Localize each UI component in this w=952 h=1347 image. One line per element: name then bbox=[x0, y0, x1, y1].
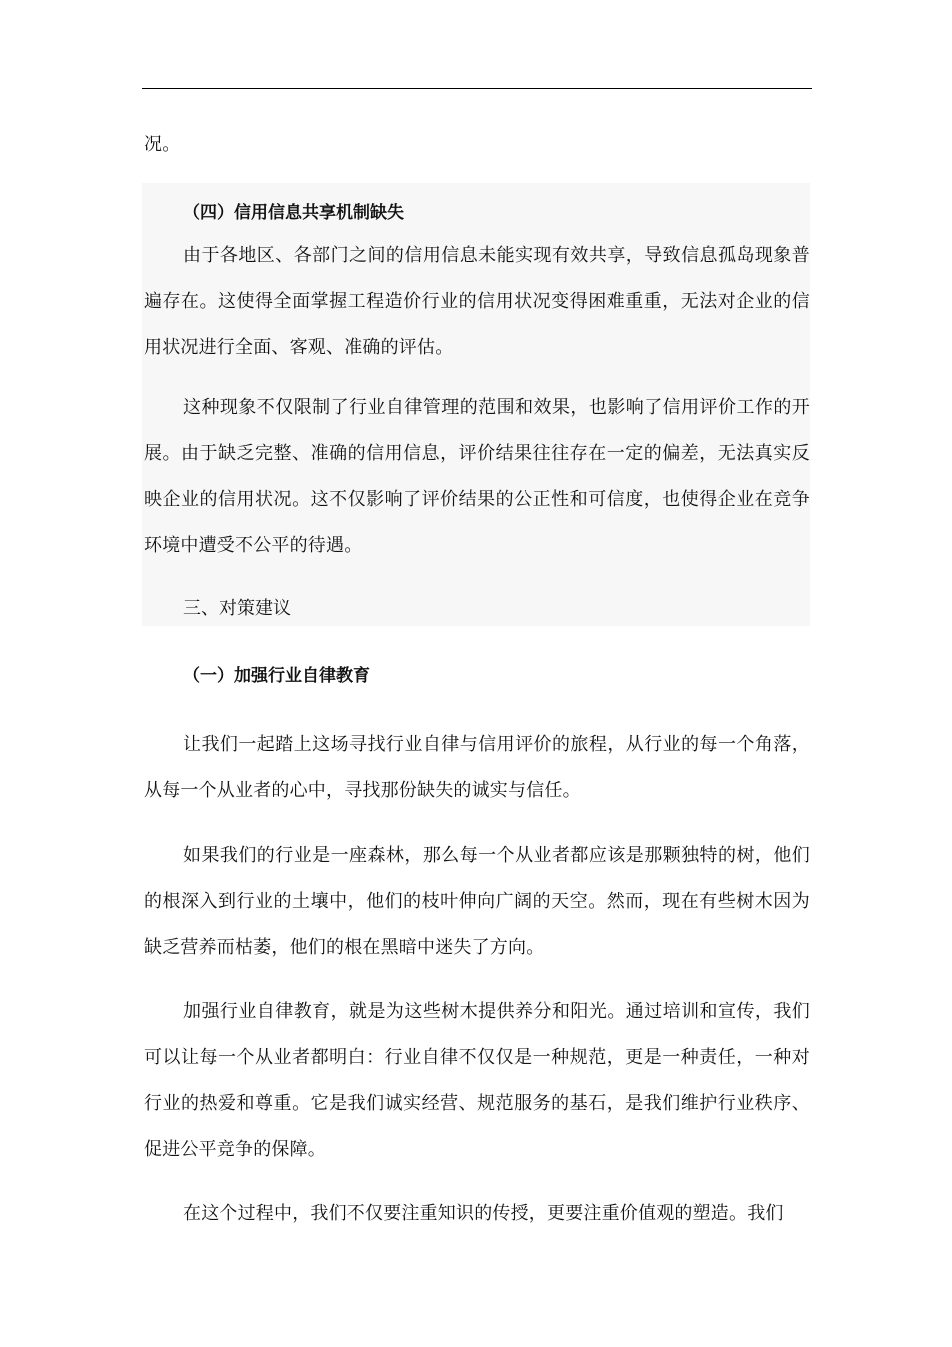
section-3-title: 三、对策建议 bbox=[183, 598, 291, 619]
continuation-text: 况。 bbox=[144, 134, 181, 155]
subsection-1-heading: （一）加强行业自律教育 bbox=[183, 666, 370, 686]
subsection-4-heading: （四）信用信息共享机制缺失 bbox=[183, 203, 404, 223]
subsection-4-paragraph-1: 由于各地区、各部门之间的信用信息未能实现有效共享，导致信息孤岛现象普遍存在。这使得全面掌握工程造价行业的信用状况变得困难重重，无法对企业的信用状况进行全面、客观、准确的评估。 bbox=[144, 245, 810, 358]
subsection-1-paragraph-3: 加强行业自律教育，就是为这些树木提供养分和阳光。通过培训和宣传，我们可以让每一个从业者都明白：行业自律不仅仅是一种规范，更是一种责任，一种对行业的热爱和尊重。它是我们诚实经营、规范服务的基石，是我们维护行业秩序、促进公平竞争的保障。 bbox=[144, 1001, 810, 1160]
subsection-4-paragraph-2: 这种现象不仅限制了行业自律管理的范围和效果，也影响了信用评价工作的开展。由于缺乏完整、准确的信用信息，评价结果往往存在一定的偏差，无法真实反映企业的信用状况。这不仅影响了评价结果的公正性和可信度，也使得企业在竞争环境中遭受不公平的待遇。 bbox=[144, 397, 810, 556]
subsection-1-paragraph-1: 让我们一起踏上这场寻找行业自律与信用评价的旅程，从行业的每一个角落，从每一个从业者的心中，寻找那份缺失的诚实与信任。 bbox=[144, 734, 810, 801]
subsection-1-paragraph-2: 如果我们的行业是一座森林，那么每一个从业者都应该是那颗独特的树，他们的根深入到行业的土壤中，他们的枝叶伸向广阔的天空。然而，现在有些树木因为缺乏营养而枯萎，他们的根在黑暗中迷失了方向。 bbox=[144, 845, 810, 958]
header-rule bbox=[142, 88, 812, 89]
subsection-1-paragraph-4: 在这个过程中，我们不仅要注重知识的传授，更要注重价值观的塑造。我们 bbox=[183, 1203, 784, 1224]
